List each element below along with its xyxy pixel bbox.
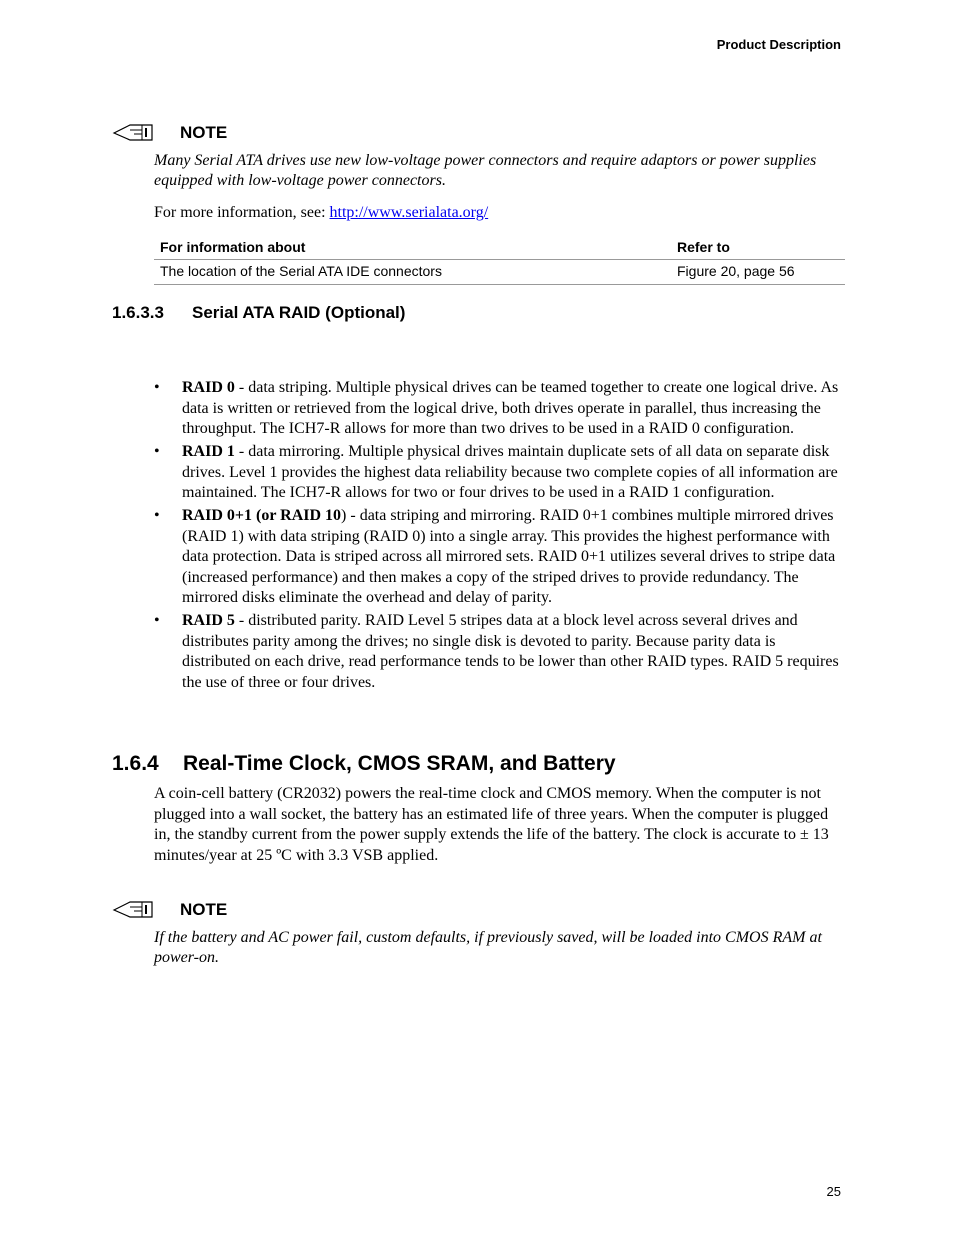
table-cell-refer: Figure 20, page 56: [671, 260, 845, 285]
section-number: 1.6.3.3: [112, 303, 164, 322]
page-header: Product Description: [716, 37, 841, 52]
section-number: 1.6.4: [112, 752, 159, 775]
list-item: • RAID 1 - data mirroring. Multiple physical drives maintain duplicate sets of all data on separate disk drives. Level 1 provides the highest data reliability because two complete copies of all information are maintained. The ICH7-R allows for two or four drives to be used in a RAID 1 configuration.: [154, 443, 838, 501]
raid-description: ) - data striping and mirroring. RAID 0+1 combines multiple mirrored drives (RAID 1) with data striping (RAID 0) into a single array. This provides the highest performance with data protection. Data is striped across all mirrored sets. RAID 0+1 utilizes several drives to stripe data (increased performance) and then makes a copy of the striped drives to provide redundancy. The mirrored disks eliminate the overhead and delay of parity.: [182, 507, 836, 606]
raid-description: - data mirroring. Multiple physical drives maintain duplicate sets of all data on separate disk drives. Level 1 provides the highest data reliability because two complete copies of all information are maintained. The ICH7-R allows for two or four drives to be used in a RAID 1 configuration.: [182, 443, 838, 501]
raid-description: - distributed parity. RAID Level 5 stripes data at a block level across several drives and distributes parity among the drives; no single disk is devoted to parity. Because parity data is distributed on each drive, read performance tends to be lower than other RAID types. RAID 5 requires the use of three or four drives.: [182, 612, 839, 691]
section-heading-rtc: [112, 752, 616, 776]
hand-pointing-icon: [112, 899, 156, 921]
list-item: • RAID 0+1 (or RAID 10) - data striping and mirroring. RAID 0+1 combines multiple mirrored drives (RAID 1) with data striping (RAID 0) into a single array. This provides the highest performance with data protection. Data is striped across all mirrored sets. RAID 0+1 utilizes several drives to stripe data (increased performance) and then makes a copy of the striped drives to provide redundancy. The mirrored disks eliminate the overhead and delay of parity.: [154, 507, 836, 606]
more-info-line: [154, 203, 488, 224]
note-heading: [112, 898, 844, 922]
note-heading: [112, 121, 844, 145]
table-header-topic: For information about: [154, 236, 671, 260]
section-title: Serial ATA RAID (Optional): [192, 303, 406, 322]
raid-term: RAID 5: [182, 612, 235, 629]
rtc-paragraph: A coin-cell battery (CR2032) powers the real-time clock and CMOS memory. When the computer is not plugged into a wall socket, the battery has an estimated life of three years. When the computer is plugged in, the standby current from the power supply extends the life of the battery. The clock is accurate to ± 13 minutes/year at 25 ºC with 3.3 VSB applied.: [154, 785, 829, 864]
table-header-refer: Refer to: [671, 236, 845, 260]
reference-table: [154, 236, 845, 285]
note-title: NOTE: [180, 900, 228, 919]
note-text: Many Serial ATA drives use new low-voltage power connectors and require adaptors or power supplies equipped with low-voltage power connectors.: [154, 152, 817, 189]
note-block: [112, 121, 844, 191]
more-info-prefix: For more information, see:: [154, 204, 330, 221]
section-heading-raid: [112, 303, 405, 323]
note-text: If the battery and AC power fail, custom defaults, if previously saved, will be loaded into CMOS RAM at power-on.: [154, 929, 822, 966]
page-number: 25: [826, 1184, 841, 1199]
note-block: [112, 898, 844, 968]
table-cell-topic: The location of the Serial ATA IDE connectors: [154, 260, 671, 285]
raid-term: RAID 1: [182, 443, 235, 460]
table-header-row: [154, 236, 845, 260]
raid-term: RAID 0: [182, 379, 235, 396]
raid-list: [154, 378, 844, 696]
list-item: • RAID 5 - distributed parity. RAID Level 5 stripes data at a block level across several drives and distributes parity among the drives; no single disk is devoted to parity. Because parity data is distributed on each drive, read performance tends to be lower than other RAID types. RAID 5 requires the use of three or four drives.: [154, 612, 839, 691]
raid-description: - data striping. Multiple physical drives can be teamed together to create one logical drive. As data is written or retrieved from the logical drive, both drives operate in parallel, thus increasing the throughput. The ICH7-R allows for more than two drives to be used in a RAID 0 configuration.: [182, 379, 839, 437]
list-item: • RAID 0 - data striping. Multiple physical drives can be teamed together to create one logical drive. As data is written or retrieved from the logical drive, both drives operate in parallel, thus increasing the throughput. The ICH7-R allows for more than two drives to be used in a RAID 0 configuration.: [154, 379, 839, 437]
note-title: NOTE: [180, 123, 228, 142]
table-row: [154, 260, 845, 285]
section-title: Real-Time Clock, CMOS SRAM, and Battery: [183, 752, 616, 775]
raid-term: RAID 0+1 (or RAID 10: [182, 507, 342, 524]
hand-pointing-icon: [112, 122, 156, 144]
serialata-link[interactable]: http://www.serialata.org/: [329, 204, 489, 221]
